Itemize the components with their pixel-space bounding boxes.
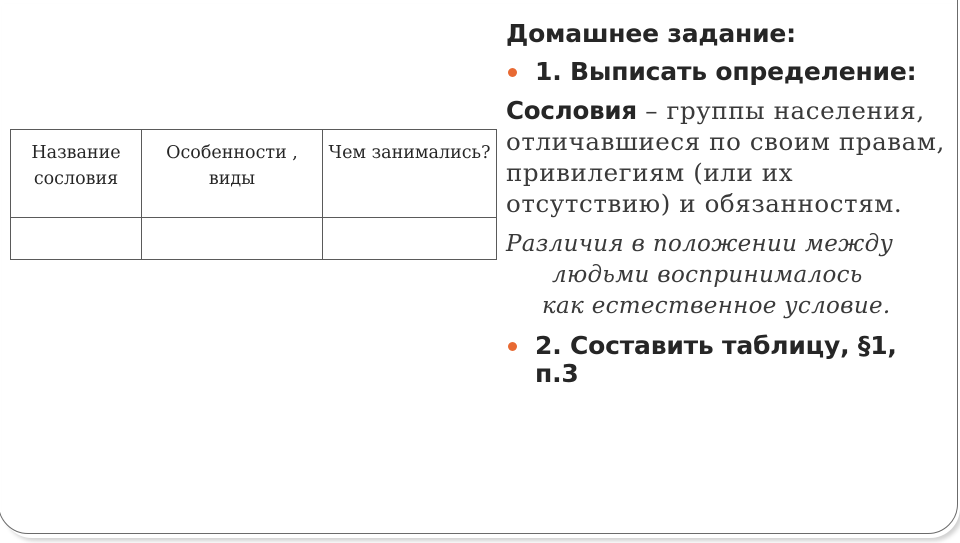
task-one — [506, 58, 946, 86]
definition-term: Сословия — [506, 96, 637, 125]
definition — [506, 95, 946, 219]
table-cell — [142, 218, 323, 260]
task-one-text: 1. Выписать определение: — [535, 57, 917, 86]
definition-text: – группы населения, отличавшиеся по своим правам, привилегиям (или их отсутствию) и обязанностям. — [506, 96, 945, 218]
table-header-cell: Название сословия — [11, 130, 142, 218]
table-cell — [323, 218, 497, 260]
table-row — [11, 218, 497, 260]
table-cell — [11, 218, 142, 260]
homework-title: Домашнее задание: — [506, 19, 796, 48]
homework-content — [506, 16, 946, 388]
note-line-1: Различия в положении между — [506, 231, 894, 257]
task-two-text: 2. Составить таблицу, §1, п.3 — [535, 331, 897, 388]
bullet-icon — [508, 342, 517, 351]
task-two — [506, 332, 946, 388]
note — [506, 229, 946, 322]
table-header-row — [11, 130, 497, 218]
table-header-cell: Чем занимались? — [323, 130, 497, 218]
table-header-cell: Особенности , виды — [142, 130, 323, 218]
note-line-3: как естественное условие. — [542, 293, 891, 319]
assignment-table — [10, 129, 497, 260]
note-line-2: людьми воспринималось — [552, 262, 863, 288]
bullet-icon — [508, 68, 517, 77]
